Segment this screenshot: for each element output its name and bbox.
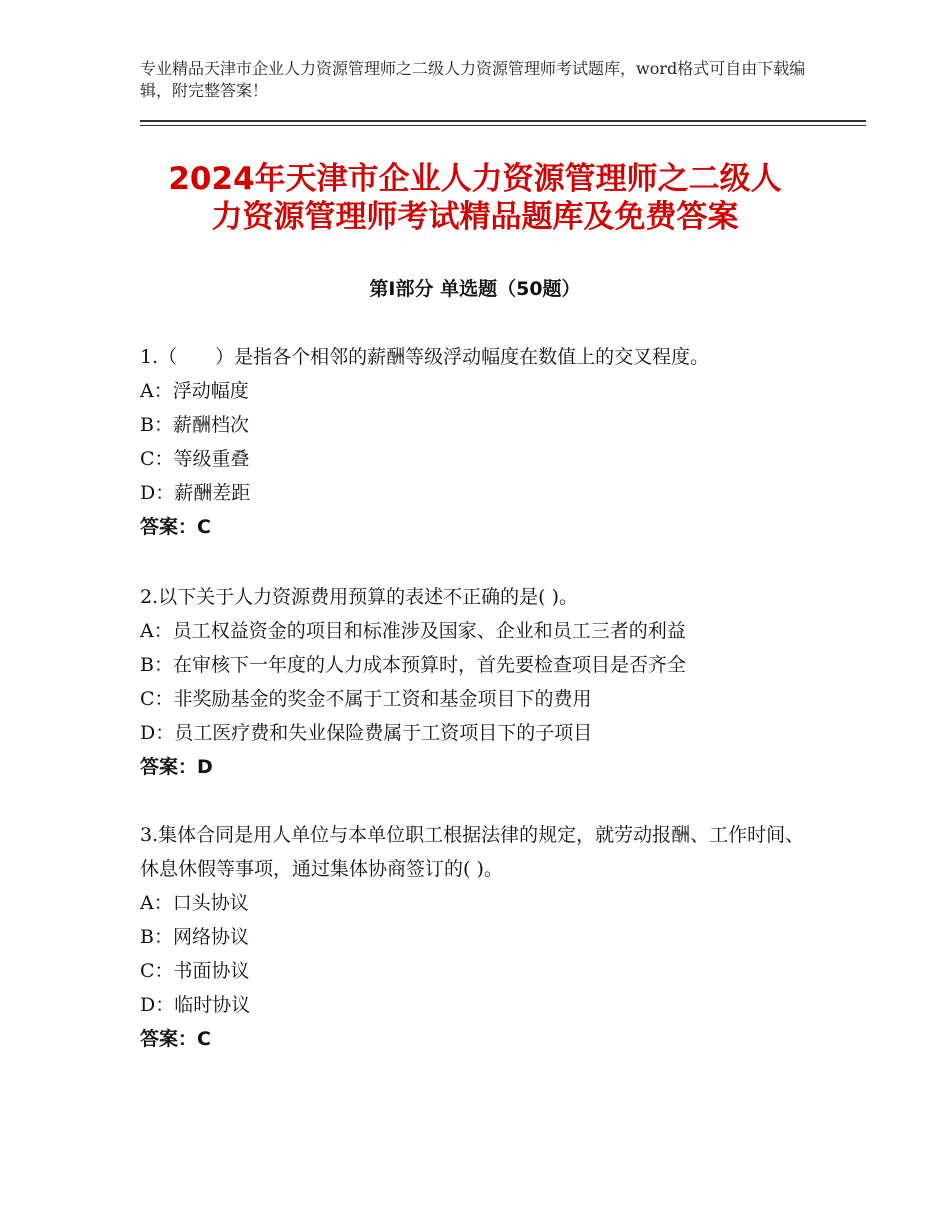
question-stem: 3.集体合同是用人单位与本单位职工根据法律的规定，就劳动报酬、工作时间、休息休假等事项，通过集体协商签订的( )。 — [140, 824, 805, 880]
option-d: D：薪酬差距 — [140, 482, 251, 504]
question-3 — [140, 818, 820, 1056]
header-rule-thin — [140, 125, 866, 126]
document-title — [100, 160, 850, 236]
option-d: D：员工医疗费和失业保险费属于工资项目下的子项目 — [140, 722, 593, 744]
option-c: C：等级重叠 — [140, 448, 250, 470]
title-line-2: 力资源管理师考试精品题库及免费答案 — [211, 199, 739, 235]
answer: 答案：C — [140, 1028, 211, 1050]
question-1 — [140, 340, 820, 544]
option-a: A：浮动幅度 — [140, 380, 249, 402]
option-b: B：网络协议 — [140, 926, 249, 948]
header-note: 专业精品天津市企业人力资源管理师之二级人力资源管理师考试题库，word格式可自由下载编辑，附完整答案！ — [140, 59, 806, 100]
answer: 答案：D — [140, 756, 213, 778]
question-stem: 1.（ ）是指各个相邻的薪酬等级浮动幅度在数值上的交叉程度。 — [140, 346, 710, 368]
section-title: 第Ⅰ部分 单选题（50题） — [369, 278, 581, 300]
question-stem: 2.以下关于人力资源费用预算的表述不正确的是( )。 — [140, 586, 578, 608]
option-b: B：薪酬档次 — [140, 414, 249, 436]
header-rule-thick — [140, 120, 866, 122]
question-2 — [140, 580, 820, 784]
title-line-1: 2024年天津市企业人力资源管理师之二级人 — [168, 161, 782, 197]
option-c: C：书面协议 — [140, 960, 250, 982]
option-b: B：在审核下一年度的人力成本预算时，首先要检查项目是否齐全 — [140, 654, 686, 676]
option-d: D：临时协议 — [140, 994, 251, 1016]
option-c: C：非奖励基金的奖金不属于工资和基金项目下的费用 — [140, 688, 592, 710]
answer: 答案：C — [140, 516, 211, 538]
option-a: A：口头协议 — [140, 892, 249, 914]
option-a: A：员工权益资金的项目和标准涉及国家、企业和员工三者的利益 — [140, 620, 686, 642]
